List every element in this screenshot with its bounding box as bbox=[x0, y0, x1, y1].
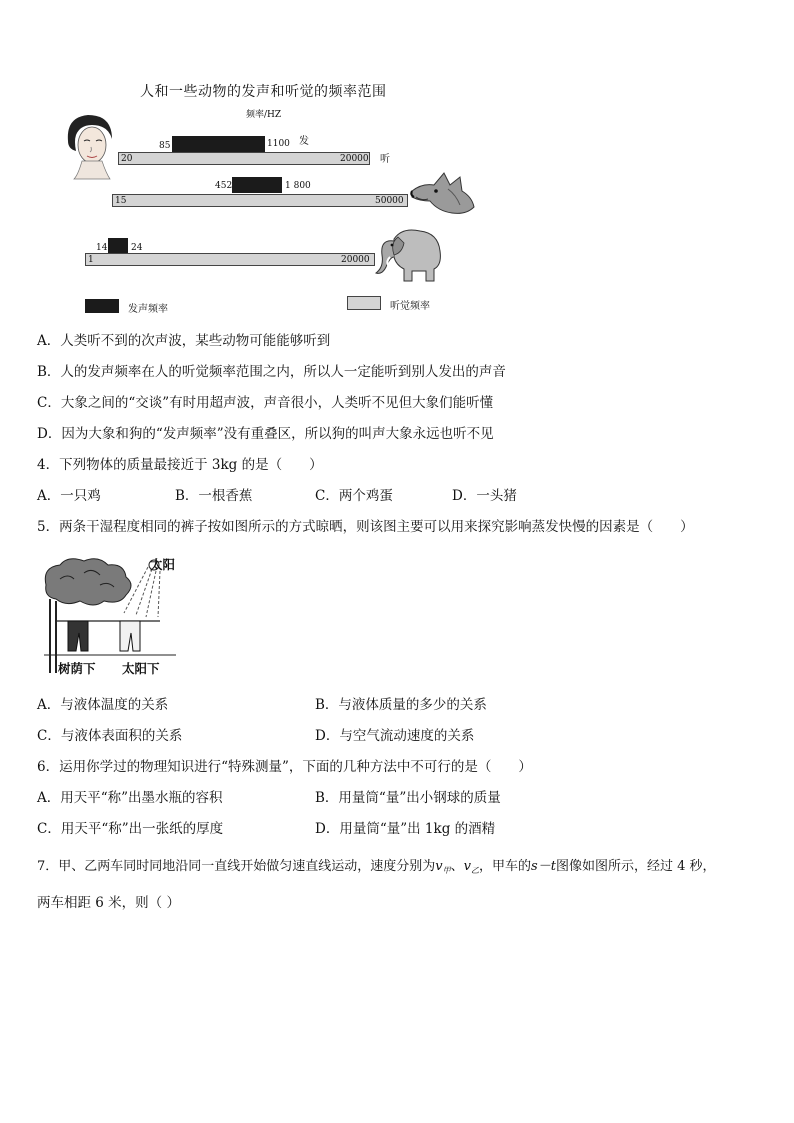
human-hear-low: 20 bbox=[121, 154, 133, 164]
legend-hear-swatch bbox=[347, 296, 381, 310]
q3-option-d: D．因为大象和狗的“发声频率”没有重叠区，所以狗的叫声大象永远也听不见 bbox=[37, 426, 494, 442]
q7-v-yi: $v_乙$ bbox=[463, 859, 480, 875]
dog-hear-bar bbox=[112, 194, 408, 207]
elephant-hear-low: 1 bbox=[88, 255, 94, 265]
q5-stem: 5．两条干湿程度相同的裤子按如图所示的方式晾晒，则该图主要可以用来探究影响蒸发快慢的因素是（ ） bbox=[37, 519, 694, 535]
dog-voice-bar bbox=[232, 177, 282, 193]
q7-part3: 图像如图所示，经过 4 秒， bbox=[555, 859, 716, 874]
dog-hear-low: 15 bbox=[115, 196, 127, 206]
q5-option-c: C．与液体表面积的关系 bbox=[37, 728, 183, 744]
q7-part2: ，甲车的 bbox=[479, 859, 532, 874]
q7-sep: 、 bbox=[450, 859, 464, 874]
dog-voice-high: 1 800 bbox=[285, 181, 311, 191]
elephant-voice-low: 14 bbox=[96, 243, 108, 253]
q4-option-d: D．一头猪 bbox=[452, 488, 517, 504]
sun-label: 太阳 bbox=[150, 557, 176, 572]
q4-option-b: B．一根香蕉 bbox=[175, 488, 253, 504]
woman-face-icon bbox=[58, 111, 120, 181]
q6-option-c: C．用天平“称”出一张纸的厚度 bbox=[37, 821, 224, 837]
figure-title: 人和一些动物的发声和听觉的频率范围 bbox=[140, 84, 387, 100]
q6-option-d: D．用量筒“量”出 1kg 的酒精 bbox=[315, 821, 496, 837]
human-voice-low: 85 bbox=[159, 141, 171, 151]
legend-voice-swatch bbox=[85, 299, 119, 313]
drying-figure bbox=[40, 555, 180, 680]
figure-unit: 频率/HZ bbox=[246, 110, 282, 120]
q3-option-c: C．大象之间的“交谈”有时用超声波，声音很小，人类听不见但大象们能听懂 bbox=[37, 395, 494, 411]
human-voice-bar bbox=[172, 136, 265, 152]
elephant-hear-high: 20000 bbox=[341, 255, 370, 265]
elephant-voice-bar bbox=[108, 238, 128, 254]
elephant-hear-bar bbox=[85, 253, 375, 266]
sun-under-label: 太阳下 bbox=[122, 661, 160, 676]
q4-option-c: C．两个鸡蛋 bbox=[315, 488, 393, 504]
frequency-range-figure bbox=[50, 75, 490, 320]
human-hear-tag: 听 bbox=[380, 154, 390, 165]
q6-option-a: A．用天平“称”出墨水瓶的容积 bbox=[37, 790, 223, 806]
elephant-voice-high: 24 bbox=[131, 243, 143, 253]
human-hear-bar bbox=[118, 152, 370, 165]
elephant-icon bbox=[372, 221, 444, 285]
q7-stem-line2: 两车相距 6 米，则（ ） bbox=[37, 895, 180, 911]
q3-option-a: A．人类听不到的次声波，某些动物可能能够听到 bbox=[37, 333, 331, 349]
q7-v-jia: $v_甲$ bbox=[435, 859, 451, 875]
q5-option-d: D．与空气流动速度的关系 bbox=[315, 728, 475, 744]
shade-label: 树荫下 bbox=[58, 661, 96, 676]
q4-option-a: A．一只鸡 bbox=[37, 488, 101, 504]
human-voice-high: 1100 bbox=[267, 139, 290, 149]
q7-st: s－t bbox=[531, 859, 556, 874]
legend-hear-label: 听觉频率 bbox=[390, 301, 430, 312]
dog-voice-low: 452 bbox=[215, 181, 233, 191]
dog-hear-high: 50000 bbox=[375, 196, 404, 206]
human-hear-high: 20000 bbox=[340, 154, 369, 164]
human-voice-tag: 发 bbox=[299, 136, 309, 147]
q6-option-b: B．用量筒“量”出小钢球的质量 bbox=[315, 790, 501, 806]
q7-part1: 7．甲、乙两车同时同地沿同一直线开始做匀速直线运动，速度分别为 bbox=[37, 859, 436, 874]
q4-stem: 4．下列物体的质量最接近于 3kg 的是（ ） bbox=[37, 457, 323, 473]
q7-stem-line1 bbox=[37, 857, 715, 881]
q3-option-b: B．人的发声频率在人的听觉频率范围之内，所以人一定能听到别人发出的声音 bbox=[37, 364, 506, 380]
dog-head-icon bbox=[408, 171, 478, 217]
q5-option-b: B．与液体质量的多少的关系 bbox=[315, 697, 487, 713]
q5-option-a: A．与液体温度的关系 bbox=[37, 697, 169, 713]
q6-stem: 6．运用你学过的物理知识进行“特殊测量”，下面的几种方法中不可行的是（ ） bbox=[37, 759, 532, 775]
legend-voice-label: 发声频率 bbox=[128, 304, 168, 315]
